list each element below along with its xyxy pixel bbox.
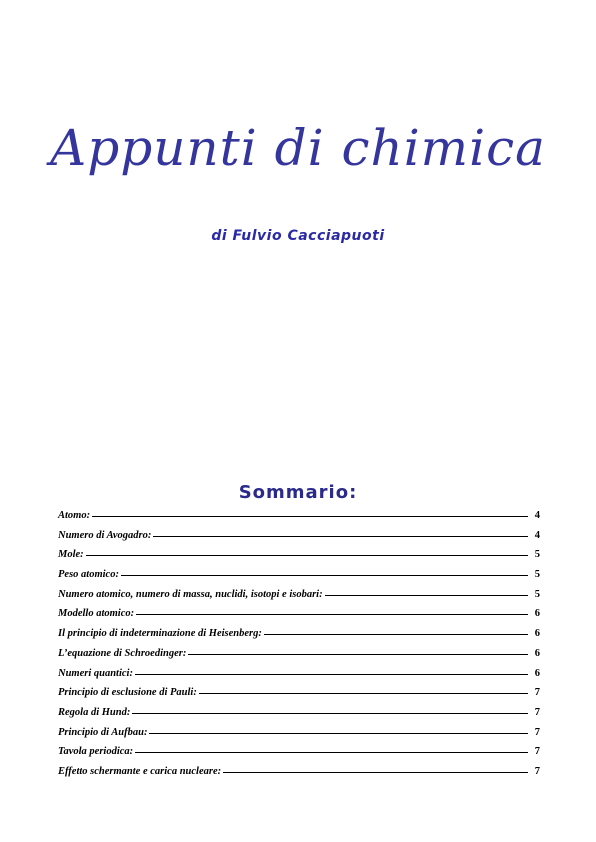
toc-entry[interactable] [58, 589, 540, 609]
toc-leader-line [325, 595, 528, 596]
toc-entry[interactable] [58, 510, 540, 530]
toc-entry[interactable] [58, 549, 540, 569]
toc-entry[interactable] [58, 569, 540, 589]
toc-entry[interactable] [58, 530, 540, 550]
toc-entry[interactable] [58, 746, 540, 766]
toc-entry-label: Numero atomico, numero di massa, nuclidi, isotopi e isobari: [58, 588, 323, 600]
toc-leader-line [264, 634, 528, 635]
toc-leader-line [121, 575, 528, 576]
toc-entry[interactable] [58, 766, 540, 786]
table-of-contents [58, 510, 540, 786]
toc-entry-label: Regola di Hund: [58, 706, 131, 718]
toc-leader-line [132, 713, 528, 714]
toc-entry-page: 7 [534, 706, 540, 718]
toc-entry-label: L’equazione di Schroedinger: [58, 647, 187, 659]
toc-entry[interactable] [58, 608, 540, 628]
toc-entry-page: 6 [534, 628, 540, 640]
toc-leader-line [135, 674, 528, 675]
document-title: Appunti di chimica [50, 119, 546, 177]
toc-leader-line [136, 614, 528, 615]
toc-entry[interactable] [58, 707, 540, 727]
toc-entry-page: 6 [534, 647, 540, 659]
toc-entry-label: Effetto schermante e carica nucleare: [58, 765, 222, 777]
toc-entry-page: 7 [534, 687, 540, 699]
toc-entry[interactable] [58, 668, 540, 688]
toc-entry-label: Atomo: [58, 510, 91, 521]
toc-entry-label: Principio di esclusione di Pauli: [58, 687, 197, 699]
toc-entry-label: Principio di Aufbau: [58, 726, 148, 738]
toc-entry-label: Tavola periodica: [58, 746, 134, 758]
toc-entry[interactable] [58, 628, 540, 648]
toc-leader-line [86, 555, 528, 556]
document-author: di Fulvio Cacciapuoti [211, 228, 385, 244]
toc-entry-label: Numero di Avogadro: [58, 529, 152, 541]
toc-entry-label: Peso atomico: [58, 569, 119, 581]
toc-entry-page: 7 [534, 746, 540, 758]
toc-leader-line [188, 654, 528, 655]
toc-leader-line [199, 693, 528, 694]
toc-entry-page: 7 [534, 726, 540, 738]
toc-entry[interactable] [58, 727, 540, 747]
toc-leader-line [223, 772, 528, 773]
toc-leader-line [149, 733, 528, 734]
toc-leader-line [153, 536, 528, 537]
toc-entry-page: 7 [534, 765, 540, 777]
toc-entry-page: 4 [534, 529, 540, 541]
toc-leader-line [92, 516, 528, 517]
toc-entry-page: 5 [534, 569, 540, 581]
toc-leader-line [135, 752, 528, 753]
toc-entry-label: Numeri quantici: [58, 667, 133, 679]
toc-entry-page: 5 [534, 588, 540, 600]
toc-entry-label: Mole: [58, 549, 84, 561]
toc-entry-page: 4 [534, 510, 540, 521]
toc-entry-label: Il principio di indeterminazione di Heisenberg: [58, 628, 262, 640]
toc-entry-label: Modello atomico: [58, 608, 135, 620]
toc-entry[interactable] [58, 648, 540, 668]
toc-entry-page: 6 [534, 667, 540, 679]
toc-entry-page: 6 [534, 608, 540, 620]
toc-heading: Sommario: [238, 482, 358, 503]
toc-entry-page: 5 [534, 549, 540, 561]
toc-entry[interactable] [58, 687, 540, 707]
